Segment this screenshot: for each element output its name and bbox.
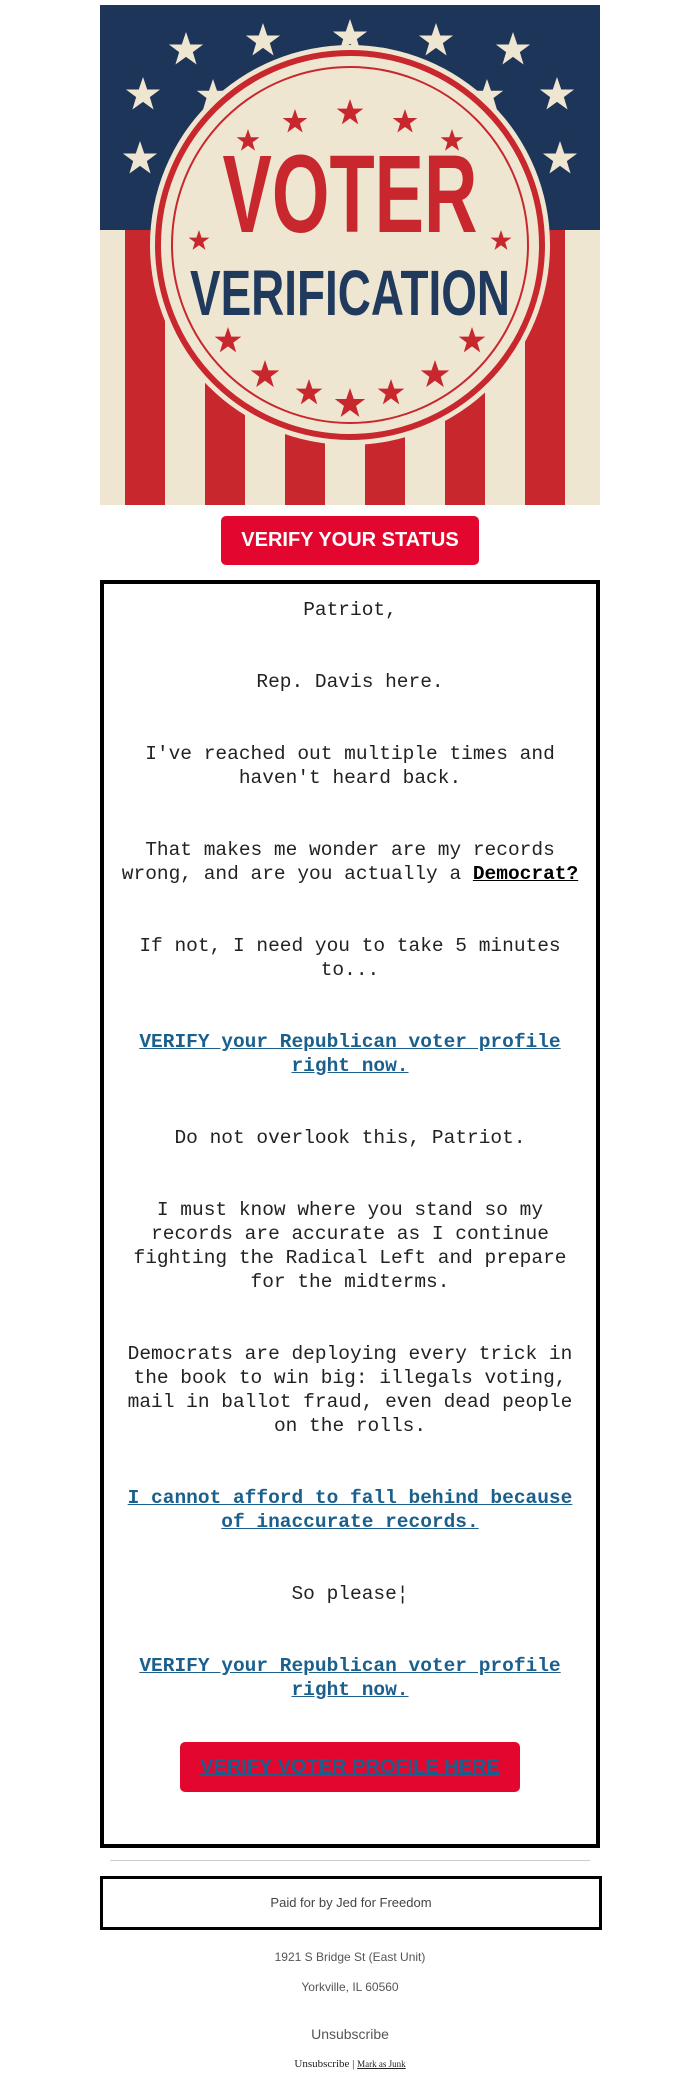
paragraph-do-not-overlook: Do not overlook this, Patriot. [174, 1127, 526, 1149]
footer-divider [110, 1860, 590, 1861]
paragraph-democrats: Democrats are deploying every trick in the book to win big: illegals voting, mail in ballot fraud, even dead people on the rolls. [127, 1343, 573, 1437]
cannot-afford-link[interactable]: I cannot afford to fall behind because of inaccurate records. [127, 1487, 573, 1533]
paragraph-wonder-text: That makes me wonder are my records wrong, and are you actually a [121, 839, 555, 885]
footer-separator: | [352, 2058, 355, 2070]
hero-image[interactable] [100, 5, 600, 505]
paid-for-box: Paid for by Jed for Freedom [100, 1876, 602, 1930]
paragraph-intro: Rep. Davis here. [256, 671, 444, 693]
address-line1: 1921 S Bridge St (East Unit) [274, 1950, 426, 1964]
bottom-unsubscribe-link[interactable]: Unsubscribe [294, 2058, 350, 2070]
paragraph-wonder [120, 838, 580, 886]
paragraph-if-not: If not, I need you to take 5 minutes to... [139, 935, 561, 981]
hero-title-line1: VOTER [222, 133, 478, 256]
letter-box [100, 580, 600, 1848]
footer-links [100, 2058, 600, 2070]
mark-as-junk-link[interactable]: Mark as Junk [357, 2059, 406, 2069]
afford-link-wrap [120, 1486, 580, 1534]
verify-profile-link[interactable]: VERIFY your Republican voter profile right now. [139, 1031, 561, 1077]
democrat-bold-text: Democrat? [472, 863, 579, 885]
letter-body [104, 584, 596, 1792]
unsubscribe-link[interactable]: Unsubscribe [311, 2026, 389, 2042]
greeting: Patriot, [303, 599, 397, 621]
address-line2: Yorkville, IL 60560 [301, 1980, 399, 1994]
voter-verification-badge [100, 5, 600, 505]
verify-voter-profile-button[interactable]: VERIFY VOTER PROFILE HERE [180, 1742, 520, 1792]
paragraph-reached-out: I've reached out multiple times and haven't heard back. [145, 743, 555, 789]
verify-profile-link-2[interactable]: VERIFY your Republican voter profile right now. [139, 1655, 561, 1701]
verify-link-2-wrap [120, 1654, 580, 1702]
paragraph-know-where: I must know where you stand so my records are accurate as I continue fighting the Radical Left and prepare for the midterms. [133, 1199, 567, 1293]
verify-status-button[interactable]: VERIFY YOUR STATUS [221, 516, 479, 565]
paragraph-so-please: So please¦ [291, 1583, 409, 1605]
verify-link-1-wrap [120, 1030, 580, 1078]
hero-title-line2: VERIFICATION [190, 257, 510, 329]
